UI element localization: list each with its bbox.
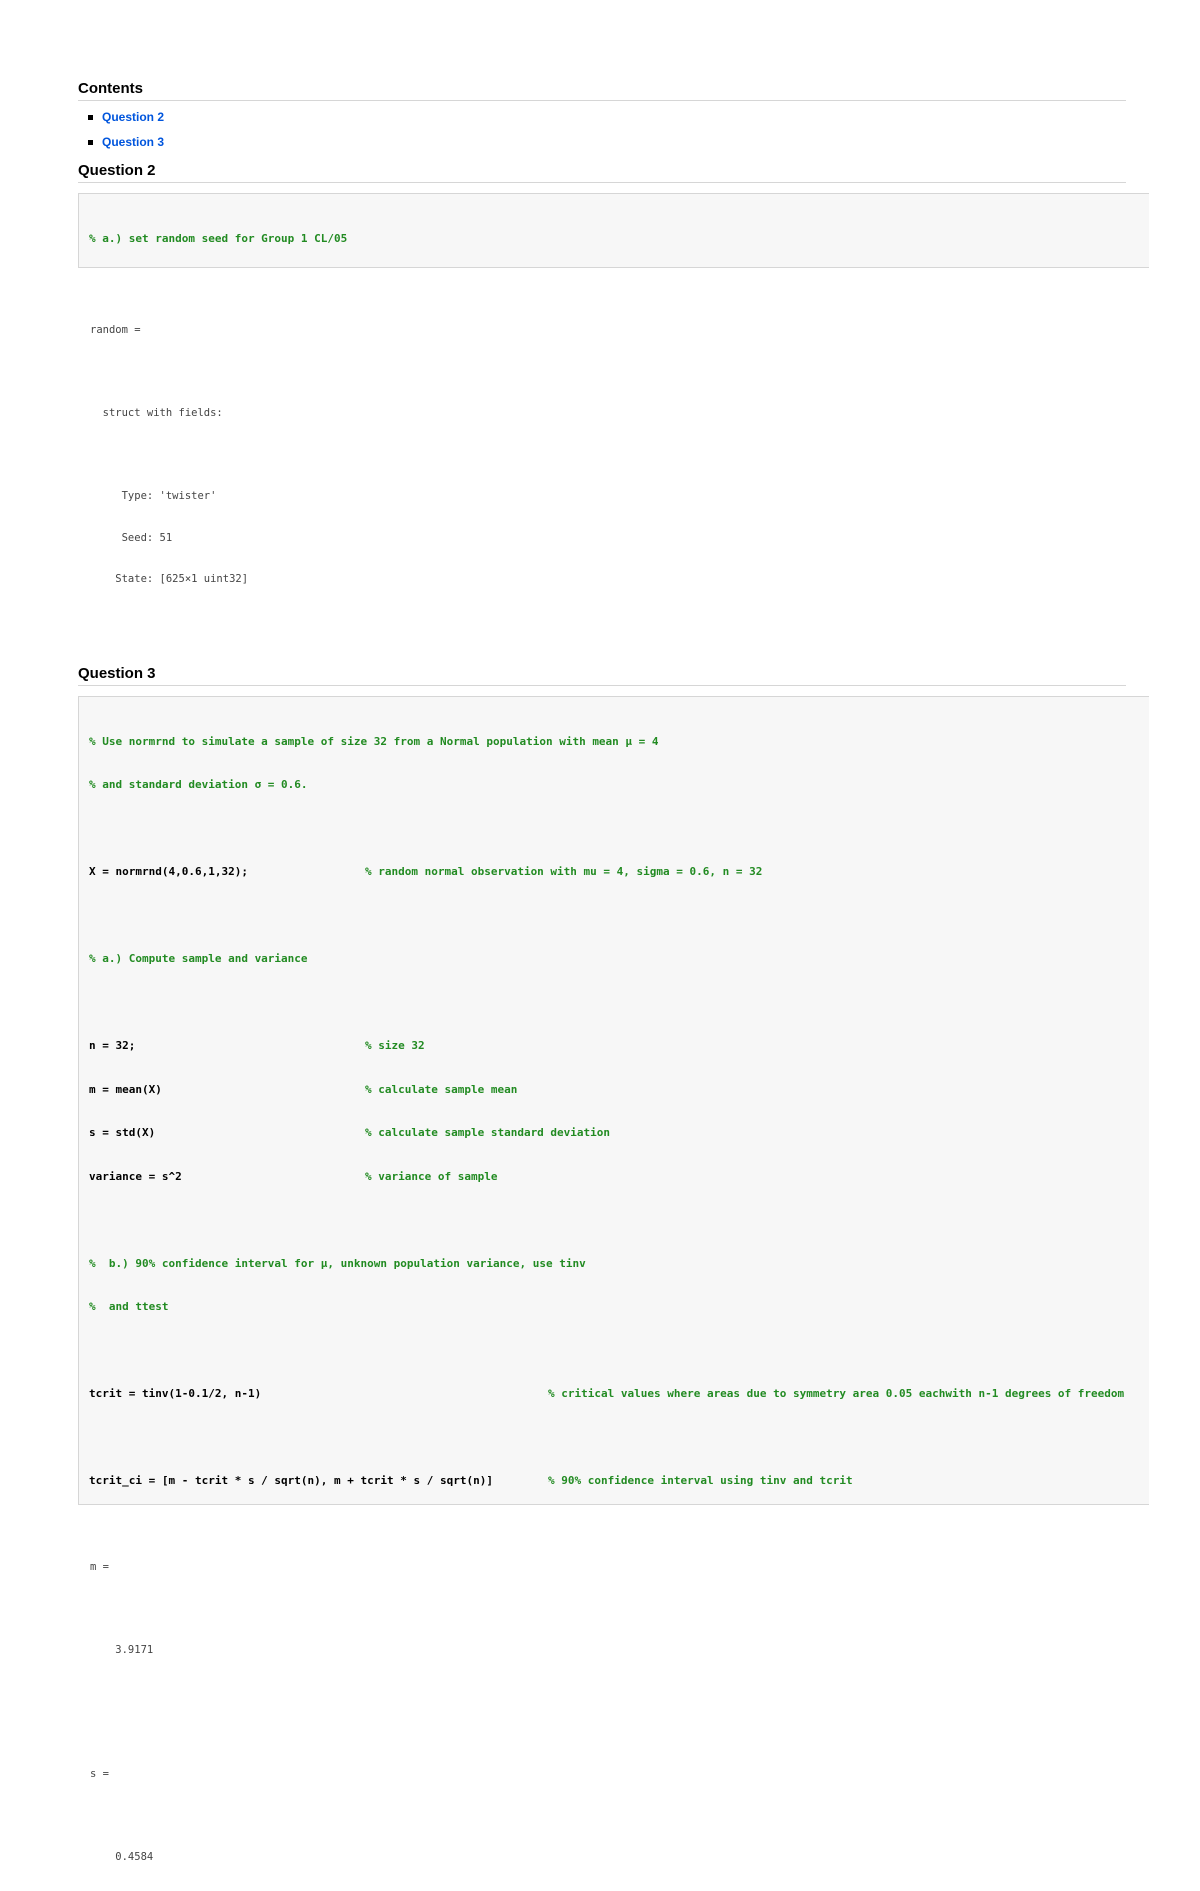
question-2-code-block[interactable] bbox=[78, 193, 1149, 268]
output-line: Seed: 51 bbox=[90, 531, 173, 544]
published-document bbox=[78, 80, 1148, 1891]
bullet-icon bbox=[88, 115, 93, 120]
question-3-output bbox=[78, 1535, 1148, 1891]
code-line: n = 32; % size 32 bbox=[89, 1039, 425, 1052]
question-2-heading: Question 2 bbox=[78, 162, 1126, 183]
contents-list bbox=[78, 111, 1148, 148]
output-line: s = bbox=[90, 1768, 109, 1780]
code-line: s = std(X) % calculate sample standard deviation bbox=[89, 1126, 611, 1139]
output-value: 3.9171 bbox=[90, 1643, 154, 1656]
code-comment: % Use normrnd to simulate a sample of size 32 from a Normal population with mean μ = 4 bbox=[89, 734, 659, 748]
toc-item-question-3 bbox=[88, 136, 1148, 148]
output-line: random = bbox=[90, 324, 141, 336]
bullet-icon bbox=[88, 140, 93, 145]
code-line: X = normrnd(4,0.6,1,32); % random normal observation with mu = 4, sigma = 0.6, n = 32 bbox=[89, 863, 1149, 881]
toc-link-question-2[interactable]: Question 2 bbox=[102, 110, 165, 124]
output-value: 0.4584 bbox=[90, 1851, 154, 1863]
output-line: State: [625×1 uint32] bbox=[90, 573, 249, 585]
code-comment: % and ttest bbox=[89, 1300, 169, 1313]
output-line: m = bbox=[90, 1560, 109, 1573]
toc-item-question-2 bbox=[88, 111, 1148, 123]
code-line: m = mean(X) % calculate sample mean bbox=[89, 1082, 518, 1096]
code-line: variance = s^2 % variance of sample bbox=[89, 1169, 498, 1183]
output-line: Type: 'twister' bbox=[90, 490, 217, 502]
code-line: tcrit = tinv(1-0.1/2, n-1) % critical values where areas due to symmetry area 0.05 eachwith n-1 degrees of freedom bbox=[89, 1387, 1125, 1400]
code-comment: % and standard deviation σ = 0.6. bbox=[89, 778, 308, 791]
question-3-code-block[interactable] bbox=[78, 696, 1149, 1505]
code-line: tcrit_ci = [m - tcrit * s / sqrt(n), m + tcrit * s / sqrt(n)] % 90% confidence interval using tinv and tcrit bbox=[89, 1474, 853, 1487]
code-comment: % b.) 90% confidence interval for μ, unknown population variance, use tinv bbox=[89, 1256, 586, 1270]
question-3-heading: Question 3 bbox=[78, 665, 1126, 686]
toc-link-question-3[interactable]: Question 3 bbox=[102, 135, 165, 149]
code-comment: % a.) set random seed for Group 1 CL/05 bbox=[89, 232, 348, 245]
output-line: struct with fields: bbox=[90, 407, 223, 419]
code-comment: % a.) Compute sample and variance bbox=[89, 952, 308, 965]
code-comment: % random normal observation with mu = 4, sigma = 0.6, n = 32 bbox=[365, 865, 763, 878]
question-2-output bbox=[78, 298, 1148, 613]
contents-heading: Contents bbox=[78, 80, 1126, 101]
